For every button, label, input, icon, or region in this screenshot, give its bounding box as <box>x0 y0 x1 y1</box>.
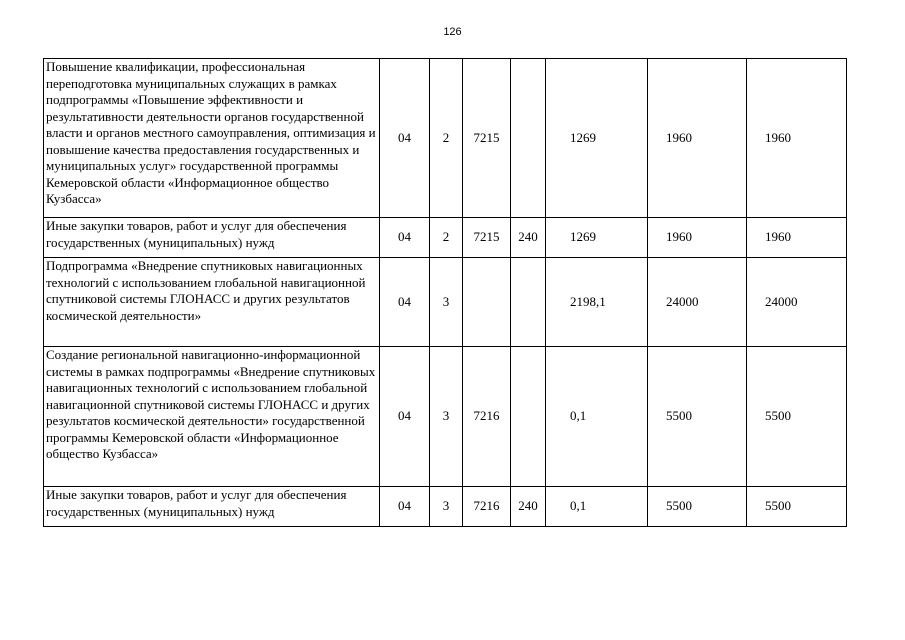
amount-2: 5500 <box>648 347 747 487</box>
subsection-code: 2 <box>430 59 463 218</box>
section-code: 04 <box>380 258 430 347</box>
table-row <box>44 218 847 258</box>
target-article-code: 7216 <box>463 347 511 487</box>
row-name: Подпрограмма «Внедрение спутниковых навигационных технологий с использованием глобальной навигационной спутниковой системы ГЛОНАСС и других результатов космической деятельности» <box>44 258 380 347</box>
amount-1: 0,1 <box>546 487 648 527</box>
table-row <box>44 487 847 527</box>
row-name: Иные закупки товаров, работ и услуг для обеспечения государственных (муниципальных) нужд <box>44 487 380 527</box>
amount-1: 0,1 <box>546 347 648 487</box>
amount-3: 1960 <box>747 218 847 258</box>
amount-1: 1269 <box>546 59 648 218</box>
target-article-code: 7215 <box>463 218 511 258</box>
table-row <box>44 59 847 218</box>
amount-1: 1269 <box>546 218 648 258</box>
amount-2: 5500 <box>648 487 747 527</box>
expense-type-code <box>511 59 546 218</box>
expense-type-code: 240 <box>511 487 546 527</box>
table-row <box>44 347 847 487</box>
section-code: 04 <box>380 347 430 487</box>
row-name: Создание региональной навигационно-информационной системы в рамках подпрограммы «Внедрение спутниковых навигационных технологий с использованием глобальной навигационной спутниковой системы ГЛОНАСС и других результатов космической деятельности» государственной программы Кемеровской области «Информационное общество Кузбасса» <box>44 347 380 487</box>
section-code: 04 <box>380 59 430 218</box>
target-article-code: 7215 <box>463 59 511 218</box>
row-name: Иные закупки товаров, работ и услуг для обеспечения государственных (муниципальных) нужд <box>44 218 380 258</box>
amount-3: 1960 <box>747 59 847 218</box>
target-article-code: 7216 <box>463 487 511 527</box>
amount-3: 5500 <box>747 487 847 527</box>
section-code: 04 <box>380 487 430 527</box>
row-name: Повышение квалификации, профессиональная переподготовка муниципальных служащих в рамках подпрограммы «Повышение эффективности и результативности деятельности органов государственной власти и органов местного самоуправления, оптимизация и повышение качества предоставления государственных и муниципальных услуг» государственной программы Кемеровской области «Информационное общество Кузбасса» <box>44 59 380 218</box>
expense-type-code <box>511 258 546 347</box>
expense-type-code <box>511 347 546 487</box>
amount-3: 24000 <box>747 258 847 347</box>
amount-2: 24000 <box>648 258 747 347</box>
expense-type-code: 240 <box>511 218 546 258</box>
amount-1: 2198,1 <box>546 258 648 347</box>
amount-2: 1960 <box>648 218 747 258</box>
page-number: 126 <box>443 26 462 38</box>
subsection-code: 2 <box>430 218 463 258</box>
budget-table <box>43 58 847 527</box>
subsection-code: 3 <box>430 258 463 347</box>
amount-3: 5500 <box>747 347 847 487</box>
section-code: 04 <box>380 218 430 258</box>
table-row <box>44 258 847 347</box>
amount-2: 1960 <box>648 59 747 218</box>
target-article-code <box>463 258 511 347</box>
subsection-code: 3 <box>430 347 463 487</box>
subsection-code: 3 <box>430 487 463 527</box>
